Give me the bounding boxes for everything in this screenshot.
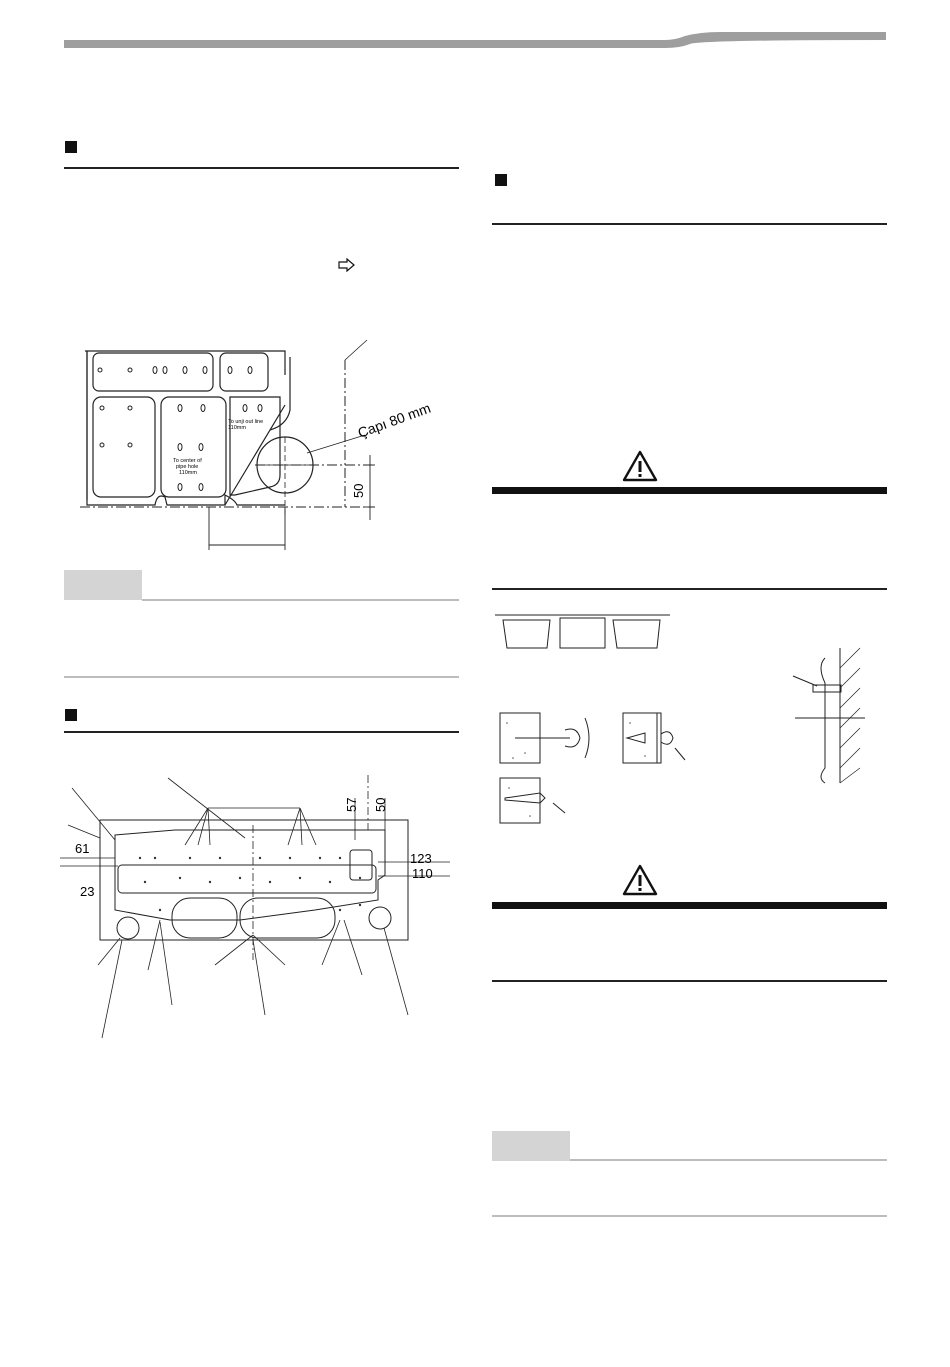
note-rule-top bbox=[142, 599, 459, 601]
dimension-50-label: 50 bbox=[351, 483, 366, 498]
warning-bar-2 bbox=[492, 902, 887, 909]
section-rule bbox=[64, 167, 459, 169]
dimension-57-label: 57 bbox=[344, 797, 359, 812]
note-rule-top bbox=[570, 1159, 887, 1161]
plate-text-unit-outline: To unji out line bbox=[228, 419, 264, 425]
note-rule-bottom bbox=[492, 1215, 887, 1217]
dimension-61-label: 61 bbox=[75, 841, 90, 856]
plate-text-unit-outline-value: 110mm bbox=[228, 425, 246, 431]
warning-triangle-icon bbox=[622, 450, 658, 487]
note-rule-bottom bbox=[64, 676, 459, 678]
anchor-bolt-figure bbox=[495, 608, 875, 828]
pipe-hole-position-figure bbox=[75, 335, 455, 560]
note-tab bbox=[64, 570, 142, 600]
section-marker-pipe-hole bbox=[65, 141, 77, 153]
section-marker-wall-mount bbox=[495, 174, 507, 186]
right-outline-arrow-icon bbox=[338, 258, 356, 277]
dimension-50-label: 50 bbox=[373, 797, 388, 812]
dimension-23-label: 23 bbox=[80, 884, 95, 899]
plate-text-pipe-hole: pipe hole bbox=[176, 464, 199, 470]
dimension-110-label: 110 bbox=[412, 866, 433, 881]
diameter-label: Çapı 80 mm bbox=[355, 399, 433, 441]
plate-text-center-value: 110mm bbox=[179, 470, 197, 476]
section-marker-install-plate bbox=[65, 709, 77, 721]
warning-triangle-icon bbox=[622, 864, 658, 901]
warning-bar-1 bbox=[492, 487, 887, 494]
note-tab bbox=[492, 1131, 570, 1161]
section-rule bbox=[492, 223, 887, 225]
dimension-123-label: 123 bbox=[410, 851, 432, 866]
section-rule bbox=[64, 731, 459, 733]
installation-plate-figure bbox=[60, 770, 450, 1045]
warning-end-rule-2 bbox=[492, 980, 887, 982]
header-bar bbox=[0, 0, 950, 60]
warning-end-rule-1 bbox=[492, 588, 887, 590]
plate-text-center: To center of bbox=[173, 458, 202, 464]
